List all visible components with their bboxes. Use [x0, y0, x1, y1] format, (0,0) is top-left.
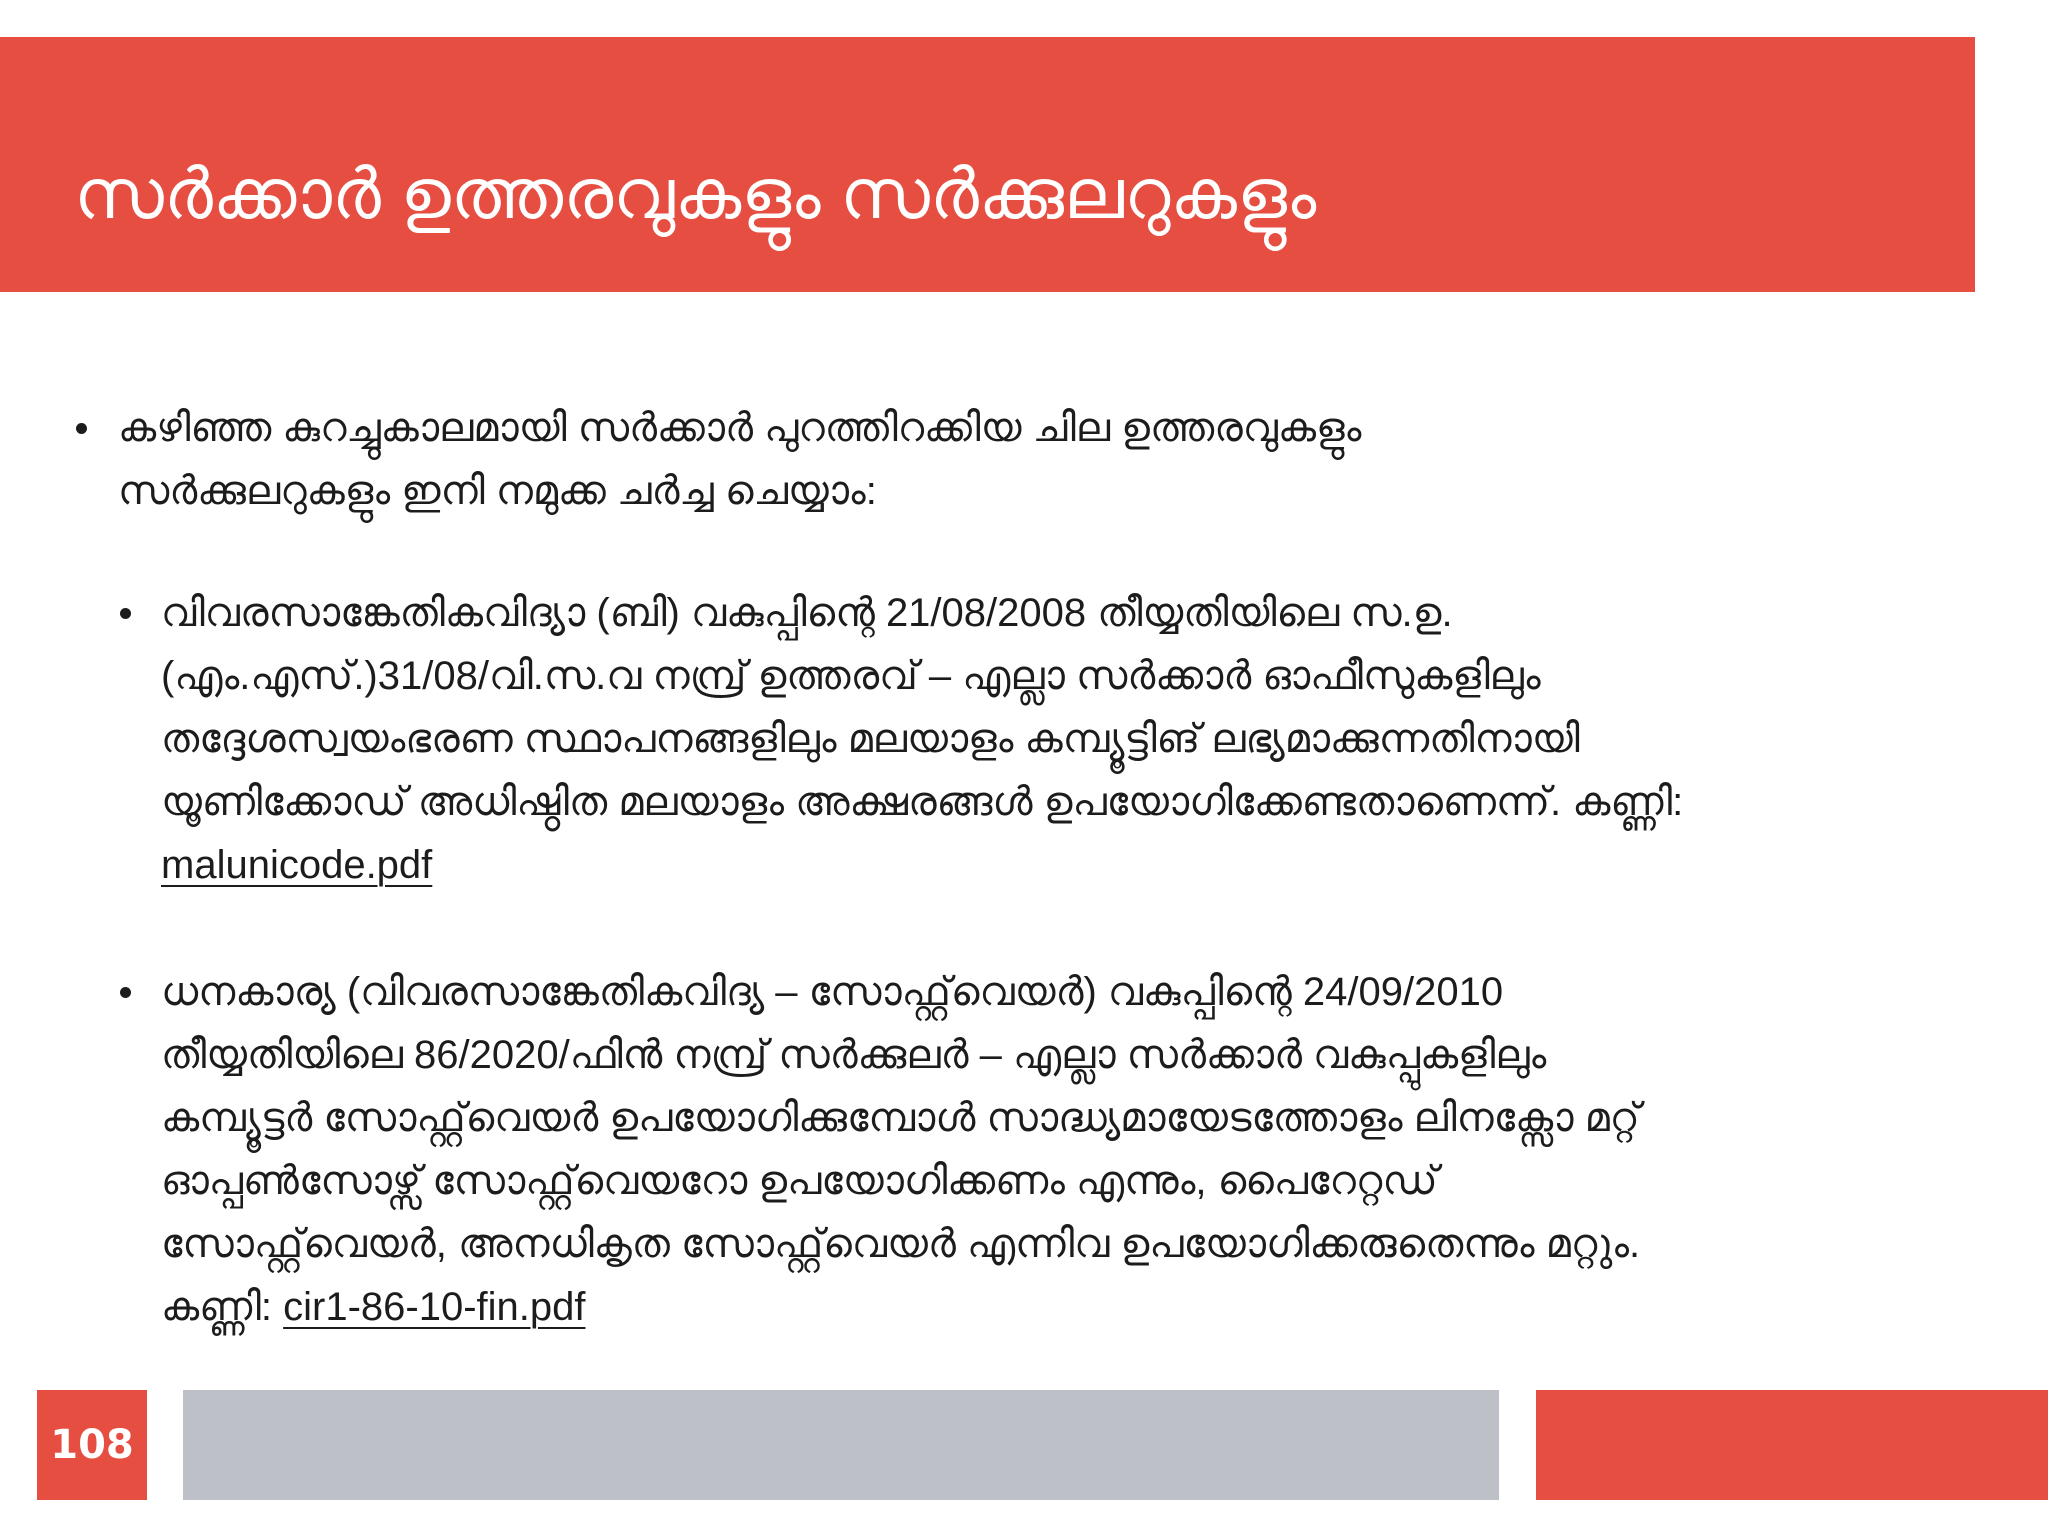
bullet-intro-line: കഴിഞ്ഞ കുറച്ചുകാലമായി സർക്കാർ പുറത്തിറക്കിയ ചില ഉത്തരവുകളും — [118, 406, 1362, 450]
link-prefix-label: കണ്ണി: — [161, 1285, 272, 1329]
footer-grey-bar — [183, 1390, 1499, 1500]
sub-bullet-line: ധനകാര്യ (വിവരസാങ്കേതികവിദ്യ – സോഫ്റ്റ്‌വെയർ) വകുപ്പിന്റെ 24/09/2010 — [161, 970, 1504, 1014]
sub-bullet-line: കമ്പ്യൂട്ടർ സോഫ്റ്റ്‌വെയർ ഉപയോഗിക്കുമ്പോൾ സാദ്ധ്യമായേടത്തോളം ലിനക്സോ മറ്റ് — [161, 1096, 1640, 1140]
sub-bullet-link-line — [161, 834, 2011, 897]
sub-bullet-line: യൂണിക്കോഡ് അധിഷ്ഠിത മലയാളം അക്ഷരങ്ങൾ ഉപയോഗിക്കേണ്ടതാണെന്ന്. കണ്ണി: — [161, 780, 1684, 824]
sub-bullet-circular-2010 — [161, 961, 2011, 1339]
sub-bullet-line: വിവരസാങ്കേതികവിദ്യാ (ബി) വകുപ്പിന്റെ 21/08/2008 തീയ്യതിയിലെ സ.ഉ. — [161, 591, 1453, 635]
sub-bullet-dot — [120, 608, 131, 619]
slide-header — [0, 37, 1975, 292]
sub-bullet-line: (എം.എസ്.)31/08/വി.സ.വ നമ്പ്ര് ഉത്തരവ് – എല്ലാ സർക്കാർ ഓഫീസുകളിലും — [161, 654, 1541, 698]
cir1-86-10-fin-pdf-link[interactable]: cir1-86-10-fin.pdf — [283, 1285, 586, 1329]
slide-title: സർക്കാർ ഉത്തരവുകളും സർക്കുലറുകളും — [74, 155, 1317, 233]
sub-bullet-link-line — [161, 1276, 2011, 1339]
page-number: 108 — [37, 1390, 147, 1500]
sub-bullet-line: സോഫ്റ്റ്‌വെയർ, അനധികൃത സോഫ്റ്റ്‌വെയർ എന്നിവ ഉപയോഗിക്കരുതെന്നും മറ്റും. — [161, 1222, 1641, 1266]
sub-bullet-line: തദ്ദേശസ്വയംഭരണ സ്ഥാപനങ്ങളിലും മലയാളം കമ്പ്യൂട്ടിങ് ലഭ്യമാക്കുന്നതിനായി — [161, 717, 1580, 761]
bullet-intro-line: സർക്കുലറുകളും ഇനി നമുക്ക ചർച്ച ചെയ്യാം: — [118, 469, 877, 513]
sub-bullet-line: ഓപ്പൺസോഴ്സ് സോഫ്റ്റ്‌വെയറോ ഉപയോഗിക്കണം എന്നും, പൈറേറ്റഡ് — [161, 1159, 1438, 1203]
sub-bullet-dot — [120, 987, 131, 998]
footer-red-bar — [1536, 1390, 2048, 1500]
bullet-intro — [118, 397, 1998, 523]
malunicode-pdf-link[interactable]: malunicode.pdf — [161, 843, 433, 887]
bullet-dot — [76, 423, 87, 434]
sub-bullet-order-2008 — [161, 582, 2011, 897]
sub-bullet-line: തീയ്യതിയിലെ 86/2020/ഫിൻ നമ്പ്ര് സർക്കുലർ – എല്ലാ സർക്കാർ വകുപ്പുകളിലും — [161, 1033, 1547, 1077]
